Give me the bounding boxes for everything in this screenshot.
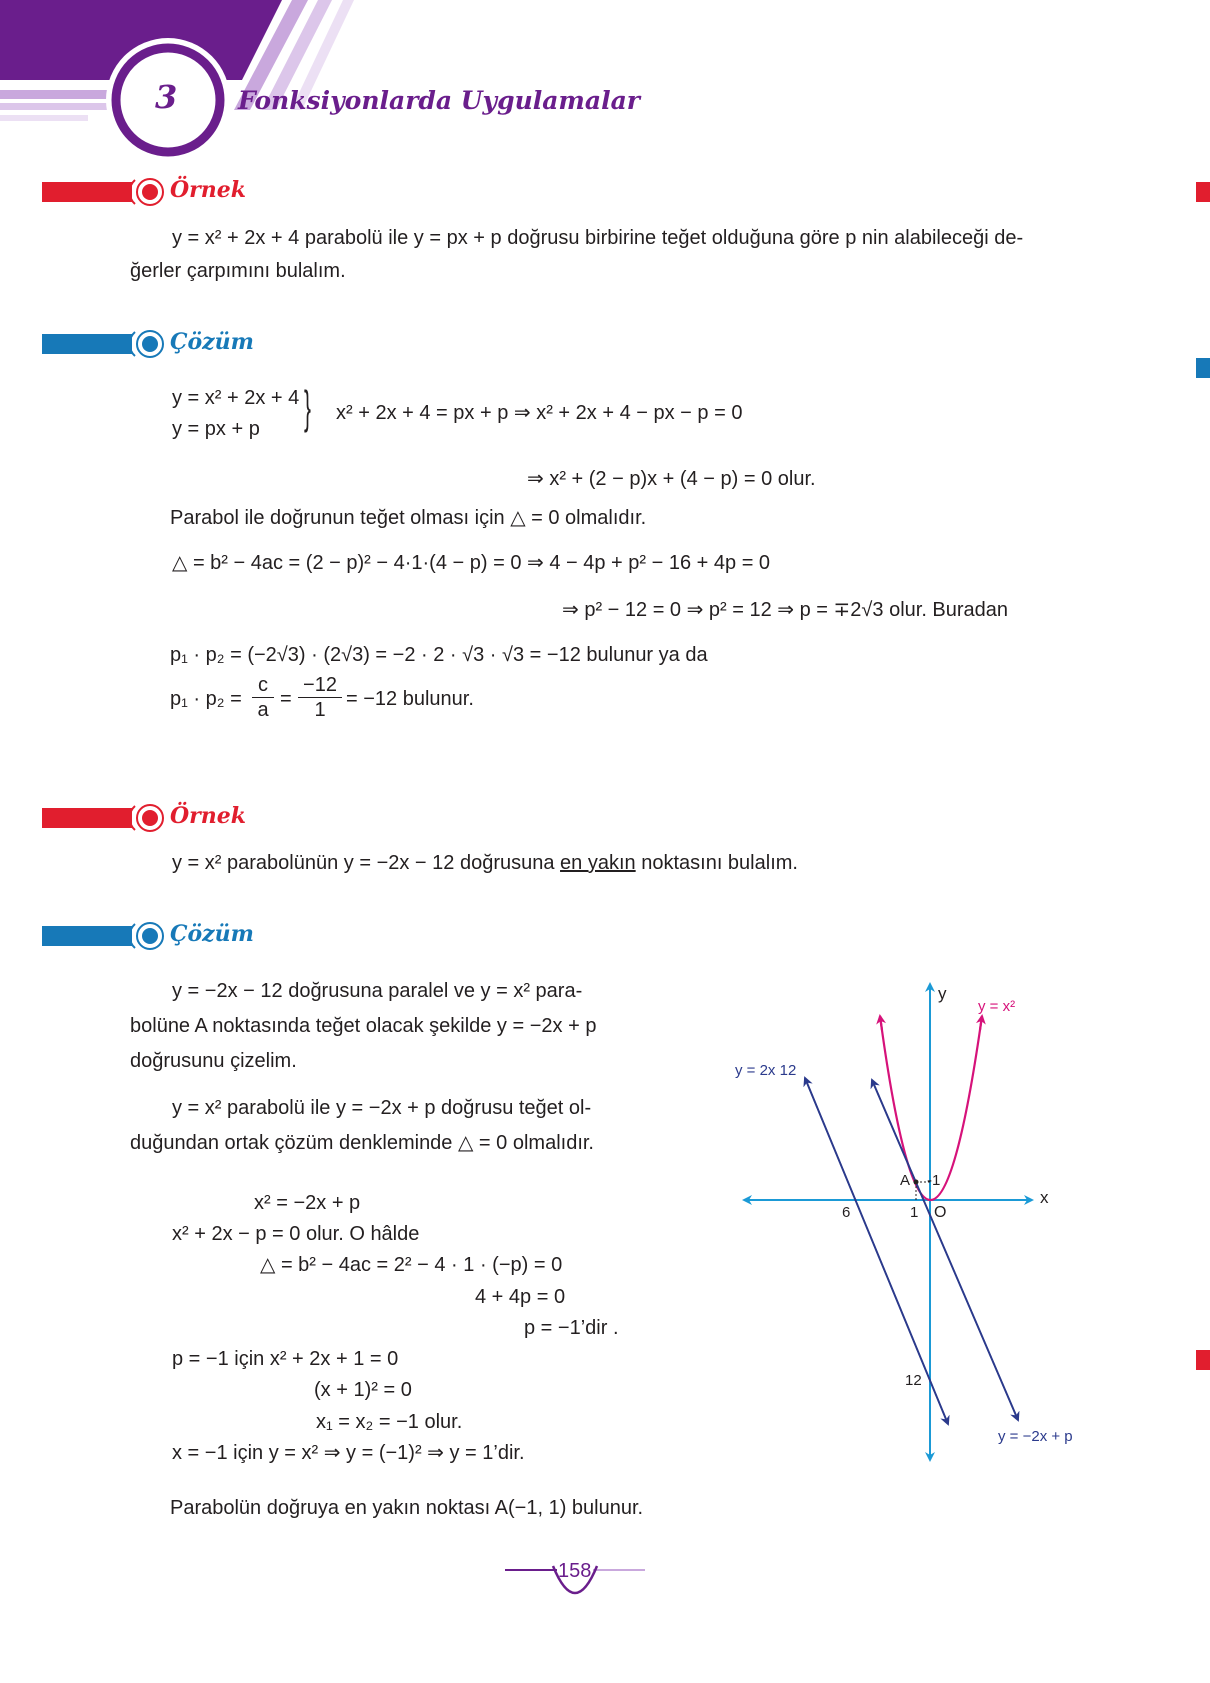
x-axis-label: x <box>1040 1188 1049 1207</box>
solution2-eq8: x₁ = x₂ = −1 olur. <box>316 1411 463 1433</box>
target-icon <box>130 921 166 951</box>
y-one-label: -1 <box>927 1172 941 1189</box>
tangent-line-end <box>872 1080 1018 1420</box>
line-minus2x-minus12-end <box>805 1078 948 1424</box>
solution2-para1-line3: doğrusunu çizelim. <box>130 1050 297 1072</box>
solution1-step1: x² + 2x + 4 = px + p ⇒ x² + 2x + 4 − px − p = 0 <box>336 402 743 424</box>
solution2-para2-line2: duğundan ortak çözüm denkleminde △ = 0 olmalıdır. <box>130 1132 594 1154</box>
product-line2-rhs: = −12 bulunur. <box>346 688 474 710</box>
solution2-conclusion: Parabolün doğruya en yakın noktası A(−1, 1) bulunur. <box>170 1497 644 1519</box>
solution2-eq2: x² + 2x − p = 0 olur. O hâlde <box>172 1223 420 1245</box>
parabola-graph <box>700 960 1100 1480</box>
system-brace: } <box>304 381 311 433</box>
system-eq1: y = x² + 2x + 4 <box>172 387 300 409</box>
delta-equation: △ = b² − 4ac = (2 − p)² − 4·1·(4 − p) = 0 ⇒ 4 − 4p + p² − 16 + 4p = 0 <box>172 552 771 574</box>
solution2-para1-line2: bolüne A noktasında teğet olacak şekilde y = −2x + p <box>130 1015 597 1037</box>
product-line1: p₁ · p₂ = (−2√3) · (2√3) = −2 · 2 · √3 · √3 = −12 bulunur ya da <box>170 644 708 666</box>
example2-text-before: y = x² parabolünün y = −2x − 12 doğrusuna <box>172 852 561 874</box>
example-label: Örnek <box>170 803 246 829</box>
solution2-para2-line1: y = x² parabolü ile y = −2x + p doğrusu teğet ol- <box>172 1097 592 1119</box>
fraction-minus12-over-1 <box>298 673 342 722</box>
fraction-c-over-a <box>252 673 274 722</box>
solution2-eq4: 4 + 4p = 0 <box>475 1286 566 1308</box>
chapter-number: 3 <box>155 78 178 116</box>
target-icon <box>130 803 166 833</box>
target-icon <box>130 177 166 207</box>
fraction-denominator: 1 <box>298 697 342 722</box>
edge-marker-red <box>1196 1350 1210 1370</box>
example2-text <box>172 850 798 876</box>
example1-text-line2: ğerler çarpımını bulalım. <box>130 260 346 282</box>
chapter-title: Fonksiyonlarda Uygulamalar <box>238 86 640 115</box>
solution-bar <box>42 334 132 354</box>
y-axis-label: y <box>938 984 947 1003</box>
tangent-line-label: y = −2x + p <box>998 1428 1073 1445</box>
parabola-label: y = x² <box>978 998 1016 1015</box>
target-icon <box>130 329 166 359</box>
fraction-numerator: −12 <box>303 674 337 696</box>
system-eq2: y = px + p <box>172 418 260 440</box>
example2-text-after: noktasını bulalım. <box>635 852 798 874</box>
point-A-label: A <box>900 1172 911 1189</box>
solution2-eq5: p = −1’dir . <box>524 1317 619 1339</box>
example-bar <box>42 808 132 828</box>
solution-bar <box>42 926 132 946</box>
equals-sign: = <box>280 688 292 710</box>
line1-label: y = 2x 12 <box>735 1062 797 1079</box>
x-intercept-label: 6 <box>842 1204 851 1221</box>
solution-label: Çözüm <box>170 329 254 355</box>
solution2-para1-line1: y = −2x − 12 doğrusuna paralel ve y = x² para- <box>172 980 583 1002</box>
fraction-denominator: a <box>252 697 274 722</box>
solution2-eq3: △ = b² − 4ac = 2² − 4 · 1 · (−p) = 0 <box>260 1254 563 1276</box>
solution2-eq9: x = −1 için y = x² ⇒ y = (−1)² ⇒ y = 1’dir. <box>172 1442 525 1464</box>
origin-label: O <box>934 1204 947 1221</box>
point-A <box>914 1180 919 1185</box>
product-line2-lhs: p₁ · p₂ = <box>170 688 242 710</box>
header-decoration <box>0 0 620 170</box>
p-solution: ⇒ p² − 12 = 0 ⇒ p² = 12 ⇒ p = ∓2√3 olur. Buradan <box>562 599 1009 621</box>
parabola-left-arrow <box>880 1016 882 1030</box>
solution2-eq1: x² = −2x + p <box>254 1192 361 1214</box>
page-number: 158 <box>558 1560 592 1582</box>
solution-label: Çözüm <box>170 921 254 947</box>
example2-underlined: en yakın <box>560 852 636 874</box>
edge-marker-red <box>1196 182 1210 202</box>
example1-text-line1: y = x² + 2x + 4 parabolü ile y = px + p doğrusu birbirine teğet olduğuna göre p nin alabileceği de- <box>172 227 1024 249</box>
solution1-step2: ⇒ x² + (2 − p)x + (4 − p) = 0 olur. <box>527 468 816 490</box>
solution2-eq6: p = −1 için x² + 2x + 1 = 0 <box>172 1348 399 1370</box>
edge-marker-blue <box>1196 358 1210 378</box>
fraction-numerator: c <box>258 674 268 696</box>
example-bar <box>42 182 132 202</box>
solution2-eq7: (x + 1)² = 0 <box>314 1379 412 1401</box>
x-minus-one-label: 1 <box>910 1204 919 1221</box>
y-intercept-label: 12 <box>905 1372 922 1389</box>
example-label: Örnek <box>170 177 246 203</box>
parabola-right-arrow <box>980 1016 982 1030</box>
tangent-condition: Parabol ile doğrunun teğet olması için △ = 0 olmalıdır. <box>170 507 647 529</box>
